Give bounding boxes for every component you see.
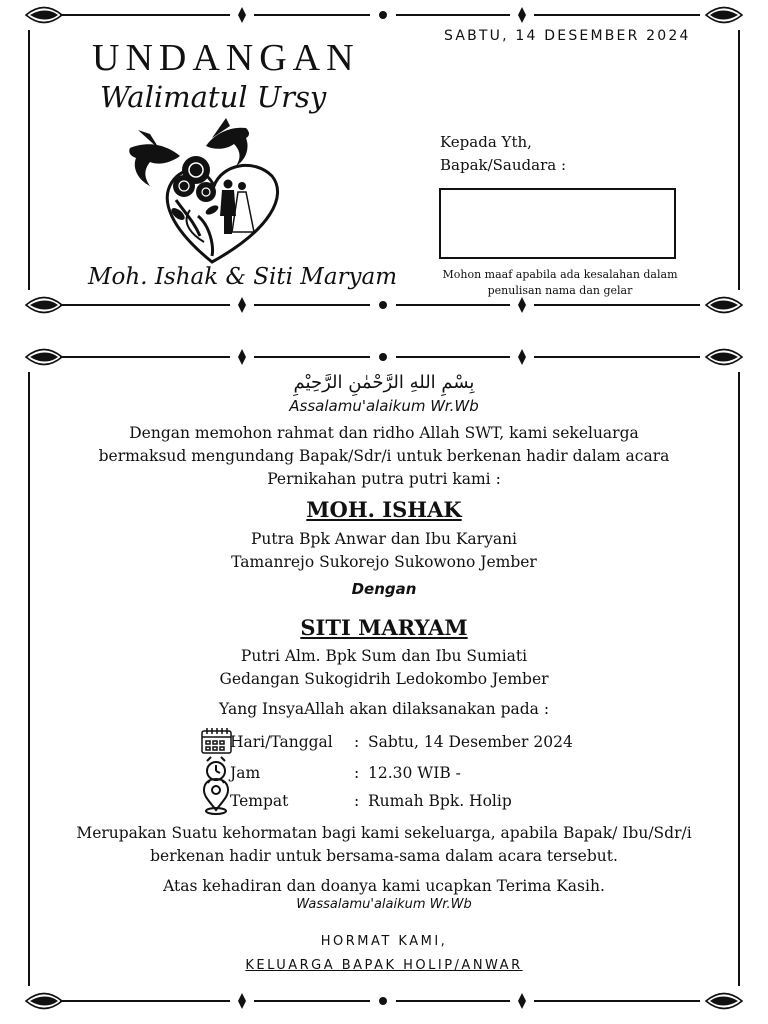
recipient-line-1: Kepada Yth, bbox=[440, 133, 532, 151]
bride-address: Gedangan Sukogidrih Ledokombo Jember bbox=[219, 670, 549, 688]
couple-figure-icon bbox=[220, 180, 254, 235]
schedule-intro: Yang InsyaAllah akan dilaksanakan pada : bbox=[218, 700, 550, 718]
detail-row-place bbox=[200, 788, 512, 814]
time-colon: : bbox=[354, 764, 360, 782]
dove-icon bbox=[129, 130, 180, 186]
place-colon: : bbox=[354, 792, 360, 810]
thanks-line: Atas kehadiran dan doanya kami ucapkan Terima Kasih. bbox=[163, 877, 605, 895]
bride-name: SITI MARYAM bbox=[300, 615, 468, 640]
date-colon: : bbox=[354, 733, 360, 751]
event-date-header: SABTU, 14 DESEMBER 2024 bbox=[444, 28, 691, 44]
closing-line-2: berkenan hadir untuk bersama-sama dalam acara tersebut. bbox=[150, 847, 618, 865]
date-label: Hari/Tanggal bbox=[230, 733, 333, 751]
groom-name: MOH. ISHAK bbox=[306, 497, 462, 522]
time-label: Jam bbox=[230, 764, 261, 782]
detail-row-date bbox=[200, 729, 573, 755]
detail-row-time bbox=[200, 760, 461, 786]
rose-icon bbox=[169, 156, 220, 256]
apology-note bbox=[440, 267, 680, 299]
regards-label: HORMAT KAMI, bbox=[320, 934, 448, 949]
intro-line-2: bermaksud mengundang Bapak/Sdr/i untuk berkenan hadir dalam acara bbox=[98, 447, 670, 465]
apology-note-line-2: penulisan nama dan gelar bbox=[487, 284, 633, 297]
family-signature: KELUARGA BAPAK HOLIP/ANWAR bbox=[245, 958, 523, 973]
intro-paragraph bbox=[60, 422, 708, 491]
bride-info bbox=[60, 645, 708, 691]
date-value: Sabtu, 14 Desember 2024 bbox=[368, 733, 573, 751]
bismillah-calligraphy: بِسْمِ اللهِ الرَّحْمٰنِ الرَّحِيْمِ bbox=[293, 372, 475, 393]
bride-parents: Putri Alm. Bpk Sum dan Ibu Sumiati bbox=[240, 647, 528, 665]
time-value: 12.30 WIB - bbox=[368, 764, 461, 782]
closing-line-1: Merupakan Suatu kehormatan bagi kami sekeluarga, apabila Bapak/ Ibu/Sdr/i bbox=[76, 824, 692, 842]
wedding-illustration bbox=[129, 118, 277, 262]
opening-greeting: Assalamu'alaikum Wr.Wb bbox=[289, 397, 479, 415]
invitation-title: UNDANGAN bbox=[92, 37, 360, 79]
event-subtitle: Walimatul Ursy bbox=[100, 80, 327, 114]
recipient-line-2: Bapak/Saudara : bbox=[440, 156, 567, 174]
place-label: Tempat bbox=[230, 792, 289, 810]
intro-line-1: Dengan memohon rahmat dan ridho Allah SWT, kami sekeluarga bbox=[129, 424, 639, 442]
closing-paragraph bbox=[60, 822, 708, 868]
dove-icon bbox=[206, 118, 249, 166]
place-value: Rumah Bpk. Holip bbox=[368, 792, 512, 810]
groom-info bbox=[60, 528, 708, 574]
recipient-name-box[interactable] bbox=[439, 188, 676, 259]
apology-note-line-1: Mohon maaf apabila ada kesalahan dalam bbox=[442, 268, 678, 281]
closing-greeting: Wassalamu'alaikum Wr.Wb bbox=[296, 897, 472, 912]
intro-line-3: Pernikahan putra putri kami : bbox=[267, 470, 501, 488]
groom-parents: Putra Bpk Anwar dan Ibu Karyani bbox=[250, 530, 518, 548]
groom-address: Tamanrejo Sukorejo Sukowono Jember bbox=[231, 553, 537, 571]
connector-word: Dengan bbox=[351, 580, 417, 598]
couple-names: Moh. Ishak & Siti Maryam bbox=[88, 264, 398, 290]
recipient-label bbox=[440, 131, 566, 177]
